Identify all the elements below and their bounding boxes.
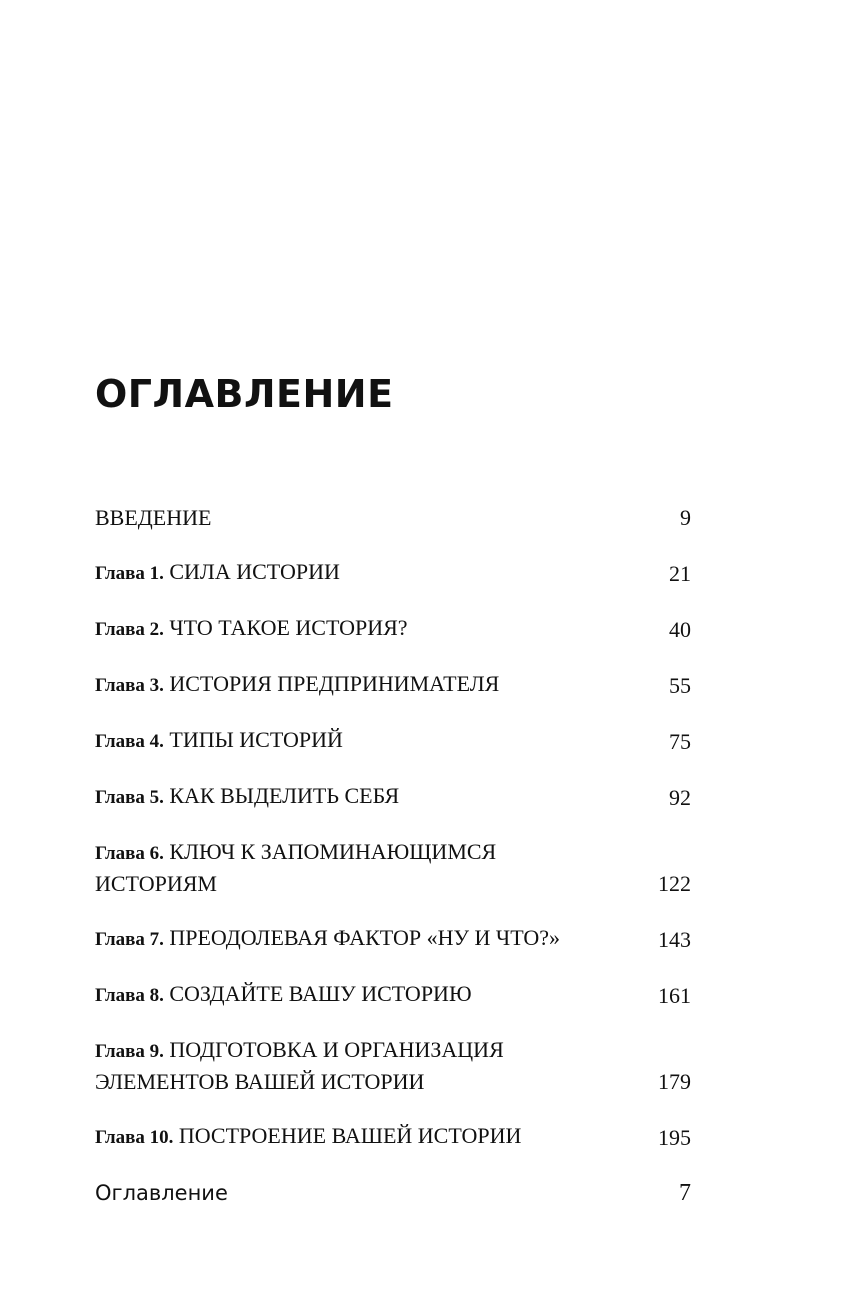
page-title: ОГЛАВЛЕНИЕ [95, 372, 394, 416]
toc-entry-intro[interactable] [95, 503, 691, 533]
toc-entry-title: ВВЕДЕНИЕ [95, 505, 212, 530]
toc-entry-title: ПОСТРОЕНИЕ ВАШЕЙ ИСТОРИИ [178, 1123, 522, 1148]
toc-entry-page: 143 [658, 927, 691, 952]
toc-entry-prefix: Глава 5. [95, 787, 164, 808]
running-footer-title: Оглавление [95, 1181, 228, 1205]
toc-entry-chapter-1[interactable] [95, 557, 691, 589]
toc-entry-chapter-10[interactable] [95, 1121, 691, 1153]
toc-entry-chapter-8[interactable] [95, 979, 691, 1011]
toc-entry-page: 122 [658, 871, 691, 896]
toc-entry-text [95, 725, 615, 757]
toc-entry-chapter-7[interactable] [95, 923, 691, 955]
toc-entry-title: ПОДГОТОВКА И ОРГАНИЗАЦИЯ ЭЛЕМЕНТОВ ВАШЕЙ ИСТОРИИ [95, 1037, 504, 1094]
toc-entry-page: 161 [658, 983, 691, 1008]
toc-entry-text [95, 557, 615, 589]
toc-entry-page: 92 [669, 785, 691, 810]
toc-entry-prefix: Глава 6. [95, 843, 164, 864]
table-of-contents [95, 503, 691, 1177]
toc-entry-title: ПРЕОДОЛЕВАЯ ФАКТОР «НУ И ЧТО?» [169, 925, 561, 950]
page-number: 7 [679, 1180, 691, 1206]
toc-entry-text [95, 503, 615, 533]
toc-entry-prefix: Глава 9. [95, 1041, 164, 1062]
toc-entry-text [95, 979, 615, 1011]
toc-entry-page: 40 [669, 617, 691, 642]
toc-entry-page: 75 [669, 729, 691, 754]
toc-entry-text [95, 781, 615, 813]
page-footer [95, 1178, 691, 1208]
toc-entry-page: 9 [680, 505, 691, 530]
toc-entry-prefix: Глава 8. [95, 985, 164, 1006]
toc-entry-prefix: Глава 10. [95, 1127, 174, 1148]
toc-entry-prefix: Глава 3. [95, 675, 164, 696]
toc-entry-page: 55 [669, 673, 691, 698]
toc-entry-title: ЧТО ТАКОЕ ИСТОРИЯ? [169, 615, 408, 640]
toc-entry-prefix: Глава 4. [95, 731, 164, 752]
toc-entry-chapter-9[interactable] [95, 1035, 691, 1097]
toc-entry-title: СОЗДАЙТЕ ВАШУ ИСТОРИЮ [169, 981, 472, 1006]
toc-entry-prefix: Глава 1. [95, 563, 164, 584]
toc-entry-title: СИЛА ИСТОРИИ [169, 559, 340, 584]
toc-entry-chapter-4[interactable] [95, 725, 691, 757]
toc-entry-chapter-3[interactable] [95, 669, 691, 701]
toc-entry-text [95, 669, 615, 701]
toc-entry-title: ТИПЫ ИСТОРИЙ [169, 727, 343, 752]
toc-entry-prefix: Глава 2. [95, 619, 164, 640]
toc-entry-page: 21 [669, 561, 691, 586]
toc-entry-chapter-5[interactable] [95, 781, 691, 813]
toc-entry-title: КАК ВЫДЕЛИТЬ СЕБЯ [169, 783, 400, 808]
toc-entry-prefix: Глава 7. [95, 929, 164, 950]
toc-entry-text [95, 1121, 615, 1153]
toc-entry-chapter-6[interactable] [95, 837, 691, 899]
toc-entry-title: ИСТОРИЯ ПРЕДПРИНИМАТЕЛЯ [169, 671, 500, 696]
toc-entry-text [95, 613, 615, 645]
toc-entry-title: КЛЮЧ К ЗАПОМИНАЮЩИМСЯ ИСТОРИЯМ [95, 839, 497, 896]
toc-entry-text [95, 837, 615, 899]
toc-entry-chapter-2[interactable] [95, 613, 691, 645]
toc-entry-text [95, 923, 615, 955]
toc-entry-page: 195 [658, 1125, 691, 1150]
toc-entry-page: 179 [658, 1069, 691, 1094]
toc-entry-text [95, 1035, 615, 1097]
